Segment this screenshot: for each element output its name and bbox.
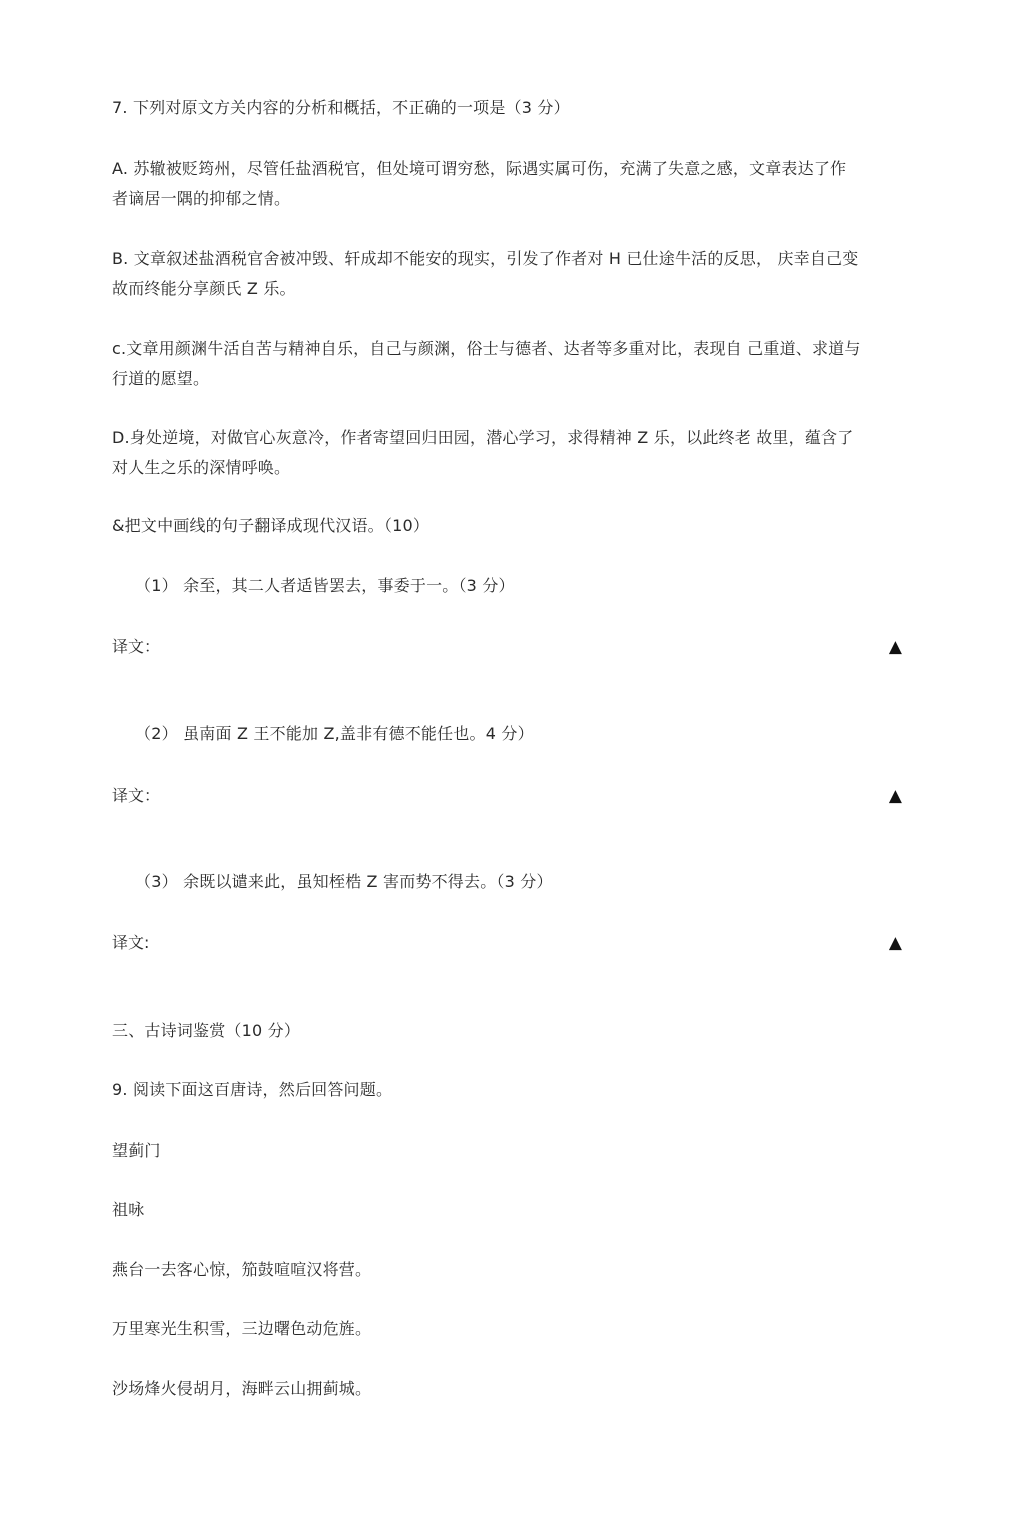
q8-answer-row-1	[112, 632, 902, 662]
q7-option-b-line1: B. 文章叙述盐酒税官舍被冲毁、轩成却不能安的现实，引发了作者对 H 已仕途牛活的反思， 庆幸自己变	[112, 249, 859, 268]
q7-option-c-line1: c.文章用颜渊牛活自苦与精神自乐，自己与颜渊，俗士与德者、达者等多重对比，表现自 己重道、求道与	[112, 339, 861, 358]
answer-label: 译文:	[112, 933, 150, 952]
section-3-title: 三、古诗词鉴赏（10 分）	[112, 1021, 301, 1040]
q7-option-d-line1: D.身处逆境，对做官心灰意冷，作者寄望回归田园，潜心学习，求得精神 Z 乐，以此终老 故里，蕴含了	[112, 428, 854, 447]
answer-label: 译文：	[112, 637, 161, 656]
q8-item-1: （1） 余至，其二人者适皆罢去，事委于一。（3 分）	[135, 576, 515, 595]
q8-answer-row-2	[112, 781, 902, 811]
poem-line-2: 万里寒光生积雪，三边曙色动危旌。	[112, 1319, 372, 1338]
triangle-up-icon: ▲	[888, 933, 902, 953]
poem-author: 祖咏	[112, 1200, 145, 1219]
poem-line-3: 沙场烽火侵胡月，海畔云山拥蓟城。	[112, 1379, 372, 1398]
q7-option-a-line2: 者谪居一隅的抑郁之情。	[112, 189, 291, 208]
q8-item-2: （2） 虽南面 Z 王不能加 Z,盖非有德不能任也。4 分）	[135, 724, 534, 743]
q7-option-b-line2: 故而终能分享颜氏 Z 乐。	[112, 279, 296, 298]
triangle-up-icon: ▲	[888, 786, 902, 806]
q8-item-3: （3） 余既以谴来此，虽知桎梏 Z 害而势不得去。（3 分）	[135, 872, 553, 891]
q8-answer-row-3	[112, 928, 902, 958]
q7-option-d-line2: 对人生之乐的深情呼唤。	[112, 458, 291, 477]
poem-title: 望蓟门	[112, 1141, 161, 1160]
triangle-up-icon: ▲	[888, 637, 902, 657]
q7-option-a-line1: A. 苏辙被贬筠州，尽管任盐酒税官，但处境可谓穷愁，际遇实属可伤，充满了失意之感，文章表达了作	[112, 159, 847, 178]
poem-line-1: 燕台一去客心惊，笳鼓喧喧汉将营。	[112, 1260, 372, 1279]
q8-stem: &把文中画线的句子翻译成现代汉语。（10）	[112, 516, 430, 535]
answer-label: 译文：	[112, 786, 161, 805]
q7-stem: 7. 下列对原文方关内容的分析和概括，不正确的一项是（3 分）	[112, 98, 570, 117]
q9-stem: 9. 阅读下面这百唐诗，然后回答问题。	[112, 1080, 393, 1099]
q7-option-c-line2: 行道的愿望。	[112, 369, 210, 388]
